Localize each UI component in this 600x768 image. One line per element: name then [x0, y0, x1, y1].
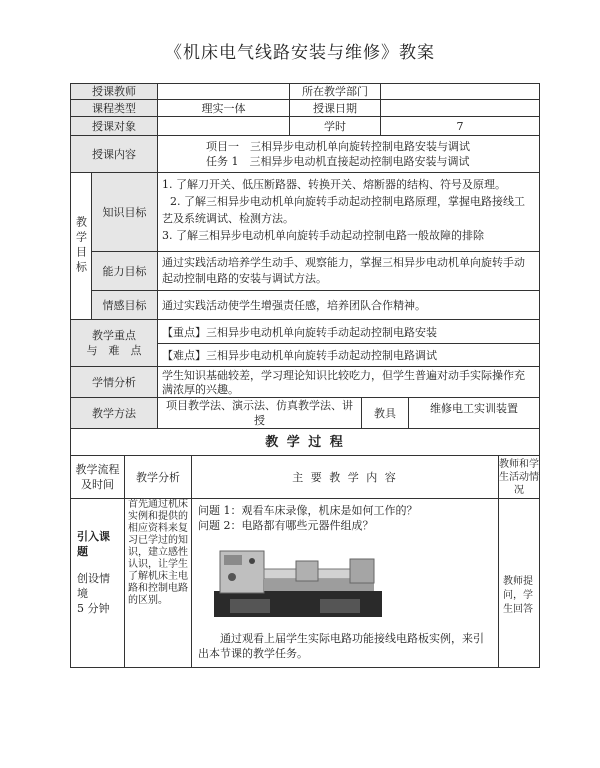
- tools-label: 教具: [374, 406, 396, 420]
- course-type-label: 课程类型: [92, 101, 136, 115]
- content-label: 授课内容: [92, 147, 136, 161]
- methods-text: 项目教学法、演示法、仿真教学法、讲授: [166, 399, 353, 427]
- audience-value-cell: [157, 116, 290, 136]
- dept-value-cell: [380, 83, 540, 100]
- analysis-label-cell: [70, 366, 158, 398]
- activity-row-text: 教师提问，学生回答: [503, 576, 533, 615]
- page-title: 《机床电气线路安装与维修》教案: [165, 43, 435, 63]
- hours-label-cell: [289, 116, 381, 136]
- tools-value-cell: [408, 397, 540, 429]
- content-value-cell: [157, 135, 540, 173]
- audience-label: 授课对象: [92, 119, 136, 133]
- stage-title: 引入课题: [77, 530, 110, 558]
- key-point-cell: [157, 319, 540, 344]
- col-stage-header: [70, 455, 125, 499]
- ability-text: 通过实践活动培养学生动手、观察能力，掌握三相异步电动机单向旋转手动起动控制电路的安装与调试方法。: [162, 256, 525, 285]
- date-label-cell: [289, 99, 381, 117]
- focus-label: 教学重点 与 难 点: [86, 329, 142, 357]
- goals-group-label: 教学目标: [74, 216, 88, 276]
- knowledge-cell: [157, 172, 540, 252]
- hours-label: 学时: [324, 119, 346, 133]
- knowledge-label-cell: [91, 172, 158, 252]
- content-line-2: 任务 1 三相异步电动机直接起动控制电路安装与调试: [206, 155, 470, 168]
- emotion-label-cell: [91, 290, 158, 320]
- focus-label-cell: [70, 319, 158, 367]
- date-label: 授课日期: [313, 101, 357, 115]
- process-heading: 教 学 过 程: [265, 434, 345, 450]
- process-heading-cell: [70, 428, 540, 456]
- course-type-label-cell: [70, 99, 158, 117]
- ability-label-cell: [91, 251, 158, 291]
- ability-label: 能力目标: [102, 264, 147, 278]
- course-type-value: 理实一体: [201, 101, 246, 115]
- key-point-text: 【重点】三相异步电动机单向旋转手动起动控制电路安装: [162, 326, 437, 339]
- analysis-label: 学情分析: [92, 375, 136, 389]
- col-content-header: [191, 455, 499, 499]
- course-type-value-cell: [157, 99, 290, 117]
- stage-time: 5 分钟: [77, 602, 110, 615]
- methods-cell: [157, 397, 362, 429]
- lathe-image: [200, 539, 392, 621]
- hours-value: 7: [456, 119, 464, 133]
- date-value-cell: [380, 99, 540, 117]
- dept-label-cell: [289, 83, 381, 100]
- ability-cell: [157, 251, 540, 291]
- difficulty-text: 【难点】三相异步电动机单向旋转手动起动控制电路调试: [162, 349, 437, 362]
- col-content-label: 主 要 教 学 内 容: [292, 470, 398, 484]
- analysis-row-cell: [124, 498, 192, 668]
- stage-cell: [70, 498, 125, 668]
- audience-label-cell: [70, 116, 158, 136]
- stage-subtitle: 创设情境: [77, 572, 110, 600]
- analysis-cell: [157, 366, 540, 398]
- analysis-row-text: 首先通过机床实例和提供的相应资料来复习已学过的知识，建立感性认识，让学生了解机床主电路和控制电路的区别。: [128, 499, 188, 606]
- emotion-cell: [157, 290, 540, 320]
- analysis-text: 学生知识基础较差，学习理论知识比较吃力，但学生普遍对动手实际操作充满浓厚的兴趣。: [162, 369, 525, 396]
- question-2: 问题 2：电路都有哪些元器件组成？: [198, 519, 374, 532]
- goals-group-cell: [70, 172, 92, 320]
- activity-row-cell: [498, 498, 540, 668]
- question-1: 问题 1：观看车床录像，机床是如何工作的？: [198, 504, 418, 517]
- emotion-label: 情感目标: [102, 298, 147, 312]
- knowledge-item-3: 3. 了解三相异步电动机单向旋转手动起动控制电路一般故障的排除: [162, 229, 484, 242]
- methods-label-cell: [70, 397, 158, 429]
- emotion-text: 通过实践活动使学生增强责任感，培养团队合作精神。: [162, 299, 426, 312]
- col-analysis-label: 教学分析: [136, 470, 180, 484]
- col-activity-label: 教师和学生活动情况: [499, 458, 539, 496]
- teacher-label: 授课教师: [92, 85, 136, 98]
- col-analysis-header: [124, 455, 192, 499]
- knowledge-label: 知识目标: [102, 205, 147, 219]
- tools-value: 维修电工实训装置: [430, 402, 518, 415]
- teacher-value-cell: [157, 83, 290, 100]
- hours-value-cell: [380, 116, 540, 136]
- teacher-label-cell: [70, 83, 158, 100]
- content-row-cell: [191, 498, 499, 668]
- dept-label: 所在教学部门: [302, 85, 368, 98]
- col-stage-label: 教学流程及时间: [75, 463, 120, 491]
- content-summary: 通过观看上届学生实际电路功能接线电路板实例，来引出本节课的教学任务。: [198, 632, 484, 660]
- knowledge-item-1: 1. 了解刀开关、低压断路器、转换开关、熔断器的结构、符号及原理。: [162, 178, 506, 191]
- col-activity-header: [498, 455, 540, 499]
- tools-label-cell: [361, 397, 409, 429]
- knowledge-item-2: 2. 了解三相异步电动机单向旋转手动起动控制电路原理，掌握电路接线工艺及系统调试、检测方法。: [162, 195, 525, 225]
- content-line-1: 项目一 三相异步电动机单向旋转控制电路安装与调试: [206, 140, 470, 153]
- content-label-cell: [70, 135, 158, 173]
- methods-label: 教学方法: [92, 406, 136, 420]
- difficulty-cell: [157, 343, 540, 367]
